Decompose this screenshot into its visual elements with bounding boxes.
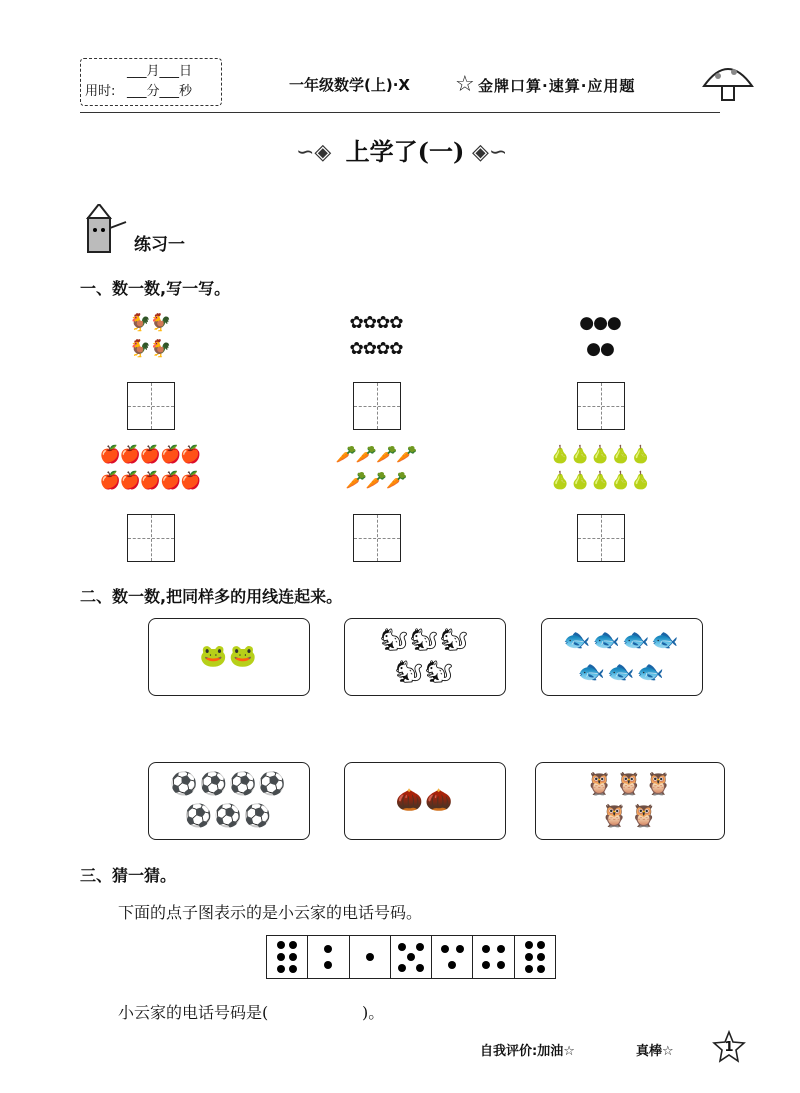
radish-icon: 🌰 xyxy=(425,788,455,813)
squirrels-panel[interactable] xyxy=(344,618,506,696)
fish-icon: 🐟 xyxy=(577,660,608,685)
soccer-ball-icon: ⚽ xyxy=(170,772,200,797)
rooster-icon: 🐓 xyxy=(150,313,171,333)
rooster-icon: 🐓 xyxy=(150,339,171,359)
dot xyxy=(407,953,415,961)
dot xyxy=(366,953,374,961)
owl-icon: 🦉 xyxy=(615,772,645,797)
apples-group xyxy=(90,442,210,502)
fish-icon: 🐟 xyxy=(563,628,593,653)
fish-icon: 🐟 xyxy=(651,628,681,653)
carrot-icon: 🥕 xyxy=(345,471,366,491)
fish-icon: 🐟 xyxy=(592,628,622,653)
flower-icon: ✿ xyxy=(376,339,390,359)
dot xyxy=(482,945,490,953)
watermelon-icon: ● xyxy=(593,313,607,333)
fish-items xyxy=(542,625,702,689)
fish-panel[interactable] xyxy=(541,618,703,696)
section3-prompt: 下面的点子图表示的是小云家的电话号码。 xyxy=(118,903,423,922)
dot xyxy=(398,964,406,972)
owls-panel[interactable] xyxy=(535,762,725,840)
apple-icon: 🍎 xyxy=(160,471,181,491)
dot xyxy=(398,943,406,951)
dot xyxy=(289,965,297,973)
dot xyxy=(525,953,533,961)
roosters-group xyxy=(90,310,210,370)
flower-icon: ✿ xyxy=(362,313,376,333)
dot xyxy=(324,961,332,969)
carrots-group xyxy=(316,442,436,502)
pear-icon: 🍐 xyxy=(589,445,611,465)
radishes-items xyxy=(345,785,505,817)
frogs-panel[interactable] xyxy=(148,618,310,696)
date-time-box xyxy=(80,58,222,106)
carrot-icon: 🥕 xyxy=(376,445,397,465)
radishes-panel[interactable] xyxy=(344,762,506,840)
section3-heading: 三、猜一猜。 xyxy=(80,866,177,885)
dot xyxy=(277,953,285,961)
dot xyxy=(416,964,424,972)
answer-box-apples[interactable] xyxy=(127,514,175,562)
dot-die-7 xyxy=(515,936,555,978)
apple-icon: 🍎 xyxy=(160,445,181,465)
carrot-icon: 🥕 xyxy=(365,471,387,491)
answer-box-flowers[interactable] xyxy=(353,382,401,430)
dot-die-2 xyxy=(308,936,349,978)
series-title: 金牌口算·速算·应用题 xyxy=(478,77,636,95)
dot-pattern-strip xyxy=(266,935,556,979)
apple-icon: 🍎 xyxy=(119,445,140,465)
flower-icon: ✿ xyxy=(389,313,403,333)
dot xyxy=(497,961,505,969)
flower-icon: ✿ xyxy=(349,339,363,359)
header-rule xyxy=(80,112,720,113)
dot xyxy=(537,965,545,973)
pear-icon: 🍐 xyxy=(630,445,651,465)
dot-die-5 xyxy=(432,936,473,978)
dot-die-1 xyxy=(267,936,308,978)
dot xyxy=(277,941,285,949)
time-label: 用时: xyxy=(85,84,116,99)
answer-prefix: 小云家的电话号码是( xyxy=(118,1003,269,1022)
apple-icon: 🍎 xyxy=(139,471,161,491)
dot xyxy=(525,941,533,949)
owl-icon: 🦉 xyxy=(630,804,660,829)
flower-icon: ✿ xyxy=(389,339,403,359)
dot xyxy=(537,941,545,949)
dot xyxy=(456,945,464,953)
date-line: ___月___日 xyxy=(127,64,193,79)
soccer-ball-icon: ⚽ xyxy=(258,772,288,797)
apple-icon: 🍎 xyxy=(99,471,120,491)
section2-heading: 二、数一数,把同样多的用线连起来。 xyxy=(80,587,343,606)
watermelons-group xyxy=(540,310,660,370)
pear-icon: 🍐 xyxy=(569,445,590,465)
rooster-icon: 🐓 xyxy=(129,313,150,333)
frog-icon: 🐸 xyxy=(229,644,259,669)
watermelon-icon: ● xyxy=(600,339,614,359)
carrot-icon: 🥕 xyxy=(355,445,376,465)
owls-items xyxy=(536,769,724,833)
soccer-ball-icon: ⚽ xyxy=(229,772,259,797)
pear-icon: 🍐 xyxy=(569,471,590,491)
fish-icon: 🐟 xyxy=(622,628,652,653)
frogs-items xyxy=(149,641,309,673)
dot xyxy=(448,961,456,969)
exercise-label: 练习一 xyxy=(134,235,185,255)
dot xyxy=(416,943,424,951)
pear-icon: 🍐 xyxy=(549,471,570,491)
section1-heading: 一、数一数,写一写。 xyxy=(80,279,231,298)
flower-icon: ✿ xyxy=(376,313,390,333)
soccer-ball-icon: ⚽ xyxy=(243,804,274,829)
owl-icon: 🦉 xyxy=(600,804,630,829)
page-number: 1 xyxy=(724,1040,734,1055)
carrot-icon: 🥕 xyxy=(335,445,356,465)
apple-icon: 🍎 xyxy=(139,445,161,465)
flower-icon: ✿ xyxy=(349,313,363,333)
soccer-ball-icon: ⚽ xyxy=(199,772,229,797)
left-ornament-icon: ∽◈ xyxy=(296,140,332,165)
soccer-balls-items xyxy=(149,769,309,833)
squirrel-icon: 🐿 xyxy=(439,628,470,653)
apple-icon: 🍎 xyxy=(99,445,120,465)
squirrel-icon: 🐿 xyxy=(425,660,455,685)
pencil-mascot-icon xyxy=(80,204,128,256)
dot-die-6 xyxy=(473,936,514,978)
great-rating: 真棒☆ xyxy=(636,1044,674,1059)
pear-icon: 🍐 xyxy=(610,471,631,491)
squirrel-icon: 🐿 xyxy=(395,660,425,685)
radish-icon: 🌰 xyxy=(395,788,425,813)
soccer-balls-panel[interactable] xyxy=(148,762,310,840)
star-icon: ☆ xyxy=(455,72,475,97)
fish-icon: 🐟 xyxy=(636,660,667,685)
answer-box-roosters[interactable] xyxy=(127,382,175,430)
time-line: ___分___秒 xyxy=(127,84,193,99)
phone-answer-blank[interactable] xyxy=(306,996,362,1018)
carrot-icon: 🥕 xyxy=(386,471,407,491)
rooster-icon: 🐓 xyxy=(129,339,150,359)
soccer-ball-icon: ⚽ xyxy=(184,804,215,829)
self-evaluation: 自我评价:加油☆ xyxy=(480,1044,575,1059)
dot xyxy=(441,945,449,953)
pear-icon: 🍐 xyxy=(630,471,651,491)
watermelon-icon: ● xyxy=(579,313,594,333)
squirrels-items xyxy=(345,625,505,689)
answer-suffix: )。 xyxy=(362,1003,385,1022)
dot xyxy=(277,965,285,973)
soccer-ball-icon: ⚽ xyxy=(214,804,244,829)
pear-icon: 🍐 xyxy=(589,471,611,491)
apple-icon: 🍎 xyxy=(180,471,201,491)
squirrel-icon: 🐿 xyxy=(410,628,440,653)
dot xyxy=(525,965,533,973)
right-ornament-icon: ◈∽ xyxy=(472,140,508,165)
watermelon-icon: ● xyxy=(606,313,621,333)
squirrel-icon: 🐿 xyxy=(380,628,411,653)
dot xyxy=(289,953,297,961)
pear-icon: 🍐 xyxy=(610,445,631,465)
pears-group xyxy=(540,442,660,502)
owl-icon: 🦉 xyxy=(585,772,616,797)
book-title: 一年级数学(上)·X xyxy=(289,76,410,94)
owl-icon: 🦉 xyxy=(644,772,675,797)
frog-icon: 🐸 xyxy=(199,644,229,669)
answer-box-carrots[interactable] xyxy=(353,514,401,562)
page-title: 上学了(一) xyxy=(345,137,465,166)
carrot-icon: 🥕 xyxy=(396,445,417,465)
apple-icon: 🍎 xyxy=(119,471,140,491)
pear-icon: 🍐 xyxy=(549,445,570,465)
flowers-group xyxy=(316,310,436,370)
answer-box-pears[interactable] xyxy=(577,514,625,562)
dot xyxy=(497,945,505,953)
dot xyxy=(289,941,297,949)
apple-icon: 🍎 xyxy=(180,445,201,465)
dot-die-3 xyxy=(350,936,391,978)
dot xyxy=(537,953,545,961)
mushroom-icon xyxy=(700,58,756,106)
flower-icon: ✿ xyxy=(362,339,376,359)
fish-icon: 🐟 xyxy=(607,660,637,685)
watermelon-icon: ● xyxy=(586,339,600,359)
dot xyxy=(324,945,332,953)
dot xyxy=(482,961,490,969)
answer-box-watermelons[interactable] xyxy=(577,382,625,430)
dot-die-4 xyxy=(391,936,432,978)
